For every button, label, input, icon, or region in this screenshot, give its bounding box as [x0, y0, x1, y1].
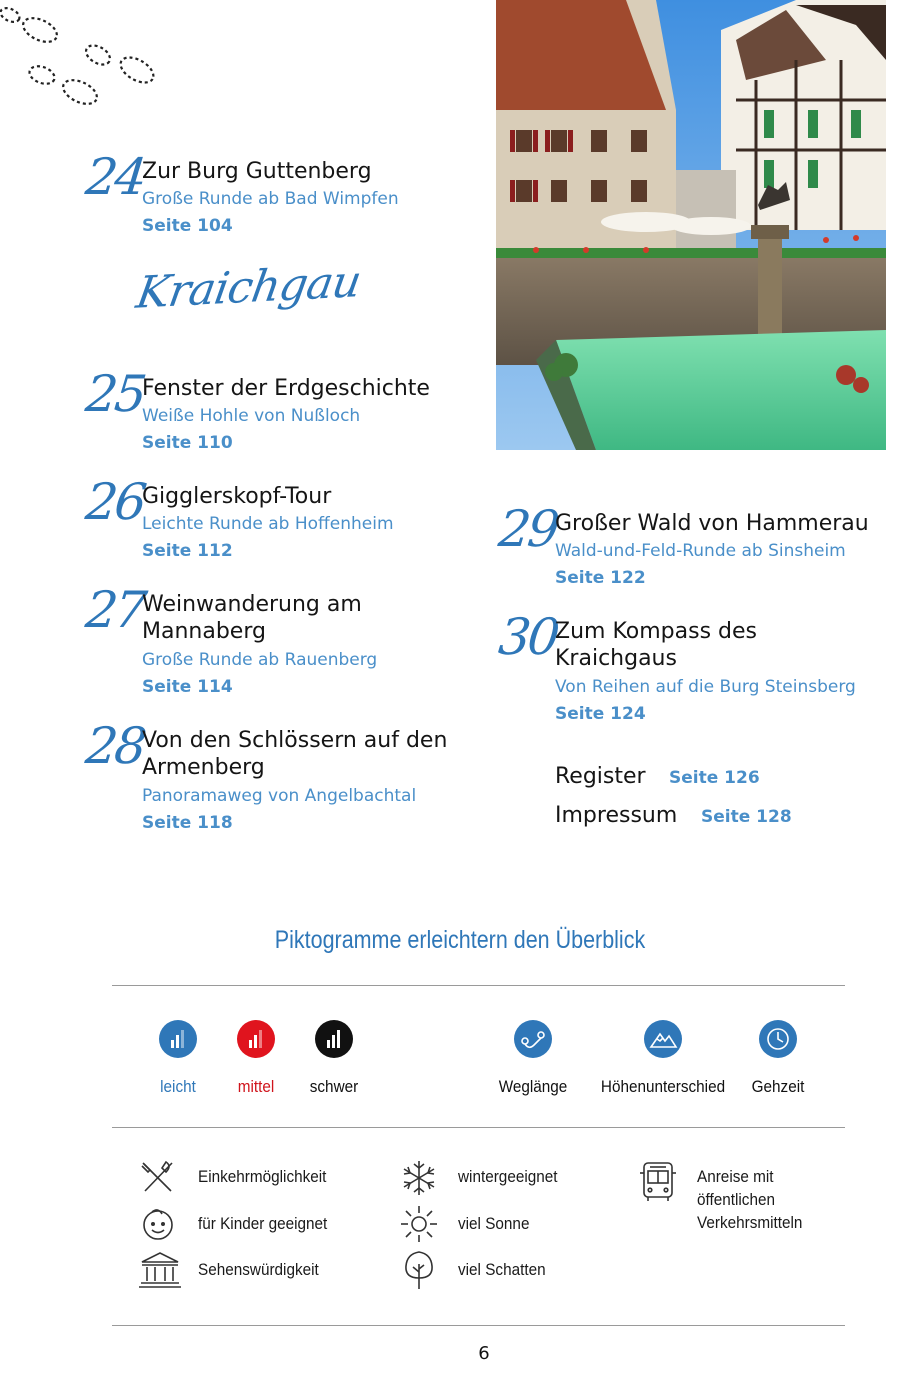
tour-number: 30	[495, 608, 560, 666]
tour-page-link[interactable]: Seite 122	[555, 568, 646, 588]
route-icon	[514, 1020, 552, 1058]
town-square-photo	[496, 0, 886, 450]
feature-label: Einkehrmöglichkeit	[198, 1167, 327, 1186]
difficulty-easy-label: leicht	[160, 1077, 196, 1096]
impressum-label: Impressum	[555, 803, 678, 828]
bus-icon	[637, 1160, 679, 1204]
tour-subtitle: Panoramaweg von Angelbachtal	[142, 786, 417, 806]
walking-time-label: Gehzeit	[751, 1077, 805, 1096]
tour-entry-26[interactable]	[82, 473, 466, 563]
feature-label: wintergeeignet	[458, 1167, 558, 1186]
tour-title-line: Mannaberg	[142, 619, 266, 644]
divider	[112, 985, 845, 986]
tour-title: Fenster der Erdgeschichte	[142, 376, 430, 401]
tour-title: Großer Wald von Hammerau	[555, 511, 869, 536]
feature-label: Verkehrsmitteln	[697, 1213, 803, 1232]
legend-title: Piktogramme erleichtern den Überblick	[274, 926, 646, 954]
clock-icon	[759, 1020, 797, 1058]
mountain-icon	[644, 1020, 682, 1058]
tour-entry-24[interactable]	[82, 148, 466, 238]
child-face-icon	[138, 1204, 178, 1244]
tour-title: Zur Burg Guttenberg	[142, 159, 372, 184]
tour-entry-25[interactable]	[82, 365, 466, 455]
register-page-link[interactable]: Seite 126	[669, 768, 760, 788]
tour-subtitle: Wald-und-Feld-Runde ab Sinsheim	[555, 541, 846, 561]
impressum-page-link[interactable]: Seite 128	[701, 807, 792, 827]
tour-subtitle: Große Runde ab Rauenberg	[142, 650, 378, 670]
sun-icon	[399, 1204, 439, 1244]
tour-page-link[interactable]: Seite 124	[555, 704, 646, 724]
feature-label: viel Schatten	[458, 1260, 546, 1279]
tour-page-link[interactable]: Seite 112	[142, 541, 233, 561]
tour-title-line: Von den Schlössern auf den	[142, 728, 448, 753]
tour-page-link[interactable]: Seite 104	[142, 216, 233, 236]
tour-entry-30[interactable]	[495, 608, 909, 728]
divider	[112, 1127, 845, 1128]
tour-number: 26	[82, 473, 147, 531]
divider	[112, 1325, 845, 1326]
region-heading: Kraichgau	[132, 256, 365, 319]
difficulty-medium-label: mittel	[237, 1077, 275, 1096]
difficulty-easy-icon	[159, 1020, 197, 1058]
page-number: 6	[478, 1343, 490, 1364]
tour-number: 29	[495, 500, 560, 558]
tour-title-line: Armenberg	[142, 755, 265, 780]
tour-number: 28	[82, 717, 147, 775]
tour-page-link[interactable]: Seite 118	[142, 813, 233, 833]
difficulty-hard-icon	[315, 1020, 353, 1058]
tour-subtitle: Leichte Runde ab Hoffenheim	[142, 514, 394, 534]
tour-subtitle: Weiße Hohle von Nußloch	[142, 406, 361, 426]
tour-entry-27[interactable]	[82, 581, 466, 701]
tour-number: 27	[82, 581, 147, 639]
tour-title: Gigglerskopf-Tour	[142, 484, 332, 509]
feature-label: für Kinder geeignet	[198, 1214, 328, 1233]
tour-title-line: Kraichgaus	[555, 646, 677, 671]
tour-title-line: Weinwanderung am	[142, 592, 362, 617]
landmark-icon	[138, 1250, 182, 1290]
tour-entry-29[interactable]	[495, 500, 909, 590]
difficulty-hard-label: schwer	[309, 1077, 359, 1096]
tour-entry-28[interactable]	[82, 717, 476, 837]
feature-label: viel Sonne	[458, 1214, 530, 1233]
route-length-label: Weglänge	[498, 1077, 568, 1096]
footprints-icon	[0, 0, 170, 115]
tour-title-line: Zum Kompass des	[555, 619, 757, 644]
tour-subtitle: Große Runde ab Bad Wimpfen	[142, 189, 399, 209]
tree-icon	[399, 1248, 439, 1292]
tour-page-link[interactable]: Seite 114	[142, 677, 233, 697]
tour-number: 25	[82, 365, 147, 423]
difficulty-medium-icon	[237, 1020, 275, 1058]
snowflake-icon	[399, 1158, 439, 1198]
fork-knife-icon	[138, 1158, 178, 1198]
feature-label: Anreise mit	[697, 1167, 774, 1186]
elevation-label: Höhenunterschied	[600, 1077, 726, 1096]
tour-page-link[interactable]: Seite 110	[142, 433, 233, 453]
tour-number: 24	[82, 148, 147, 206]
register-label: Register	[555, 764, 646, 789]
feature-label: öffentlichen	[697, 1190, 775, 1209]
feature-label: Sehenswürdigkeit	[198, 1260, 319, 1279]
tour-subtitle: Von Reihen auf die Burg Steinsberg	[555, 677, 856, 697]
